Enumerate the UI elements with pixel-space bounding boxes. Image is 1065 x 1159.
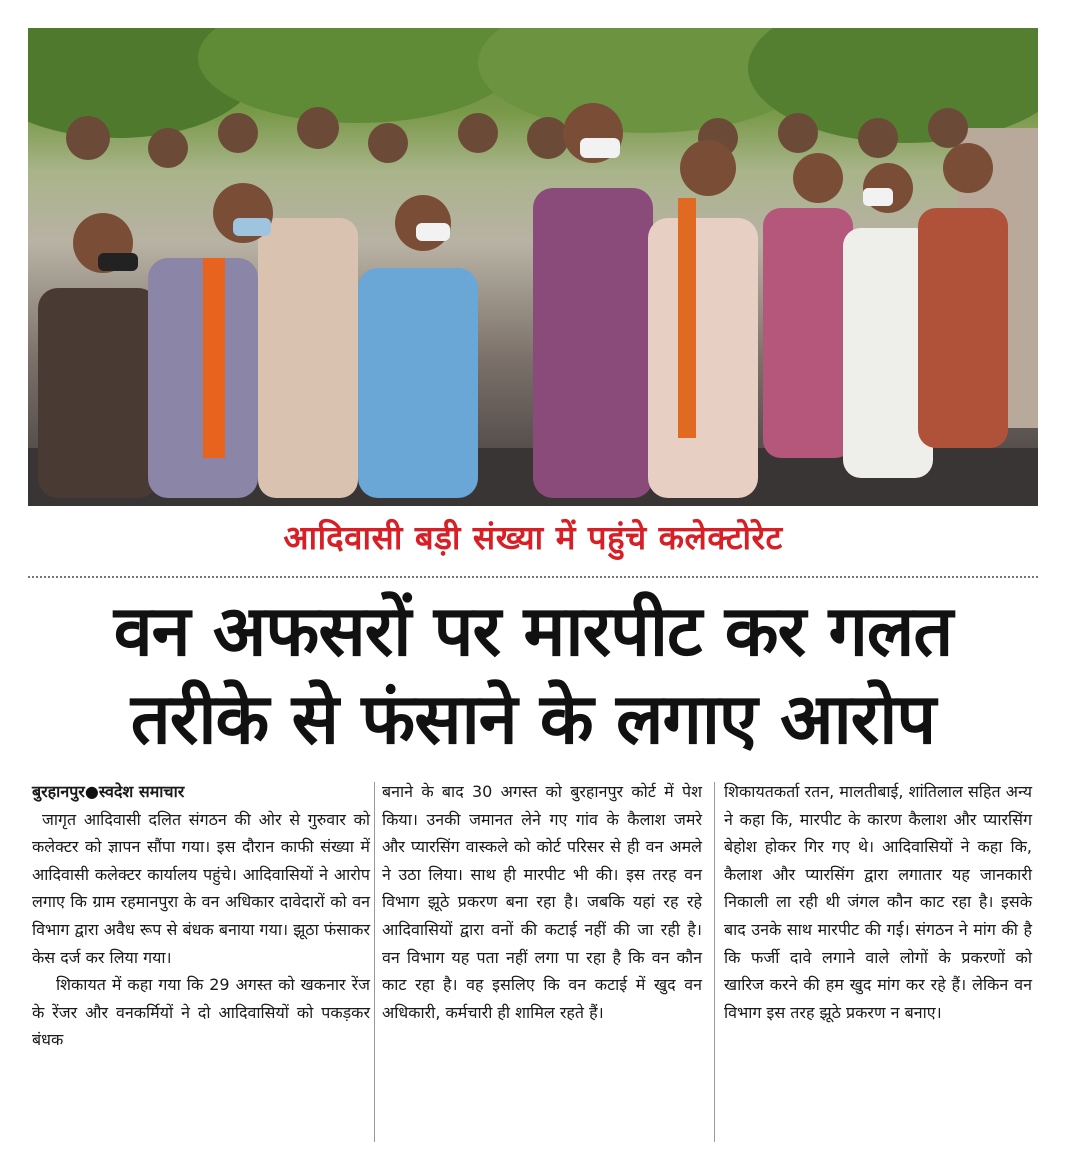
headline-line-1: वन अफसरों पर मारपीट कर गलत xyxy=(113,590,953,672)
crowd-photo-illustration xyxy=(28,28,1038,506)
paragraph: शिकायतकर्ता रतन, मालतीबाई, शांतिलाल सहित अन्य ने कहा कि, मारपीट के कारण कैलाश और प्यारसिंग बेहोश होकर गिर गए थे। आदिवासियों ने कहा कि, कैलाश और प्यारसिंग द्वारा लगातार यह जानकारी निकाली ला रही थी जंगल कौन काट रहा है। इसके बाद उनके साथ मारपीट की गई। संगठन ने मांग की है कि फर्जी दावे लगाने वाले लोगों के प्रकरणों को खारिज करने की हम खुद मांग कर रहे हैं। लेकिन वन विभाग इस तरह झूठे प्रकरण न बनाए। xyxy=(724,782,1032,1022)
paragraph: जागृत आदिवासी दलित संगठन की ओर से गुरुवार को कलेक्टर को ज्ञापन सौंपा गया। इस दौरान काफी संख्या में आदिवासी कलेक्टर कार्यालय पहुंचे। आदिवासियों ने आरोप लगाए कि ग्राम रहमानपुरा के वन अधिकार दावेदारों को वन विभाग द्वारा अवैध रूप से बंधक बनाया गया। झूठा फंसाकर केस दर्ज कर लिया गया। xyxy=(32,809,370,967)
article-body xyxy=(28,778,1038,1148)
dateline xyxy=(32,778,370,806)
bullet-icon: ● xyxy=(84,782,99,801)
article-column-2 xyxy=(382,778,702,1148)
paragraph: शिकायत में कहा गया कि 29 अगस्त को खकनार रेंज के रेंजर और वनकर्मियों ने दो आदिवासियों को पकड़कर बंधक xyxy=(32,975,370,1050)
dateline-source: स्वदेश समाचार xyxy=(98,782,185,801)
kicker-subheading: आदिवासी बड़ी संख्या में पहुंचे कलेक्टोरेट xyxy=(283,518,783,557)
article-column-1 xyxy=(32,778,370,1148)
news-photo xyxy=(28,28,1038,506)
headline-line-2: तरीके से फंसाने के लगाए आरोप xyxy=(130,678,936,760)
article-column-3 xyxy=(724,778,1032,1148)
paragraph: बनाने के बाद 30 अगस्त को बुरहानपुर कोर्ट में पेश किया। उनकी जमानत लेने गए गांव के कैलाश जमरे और प्यारसिंग वास्कले को कोर्ट परिसर से ही वन अमले ने उठा लिया। साथ ही मारपीट भी की। इस तरह वन विभाग झूठे प्रकरण बना रहा है। जबकि यहां रह रहे आदिवासियों द्वारा वनों की कटाई नहीं की जा रही है। वन विभाग यह पता नहीं लगा पा रहा है कि वन कौन काट रहा है। वह इसलिए कि वन कटाई में खुद वन अधिकारी, कर्मचारी ही शामिल रहते हैं। xyxy=(382,782,702,1022)
column-divider xyxy=(714,782,715,1142)
dateline-place: बुरहानपुर xyxy=(32,782,85,801)
column-divider xyxy=(374,782,375,1142)
dotted-divider xyxy=(28,576,1038,578)
